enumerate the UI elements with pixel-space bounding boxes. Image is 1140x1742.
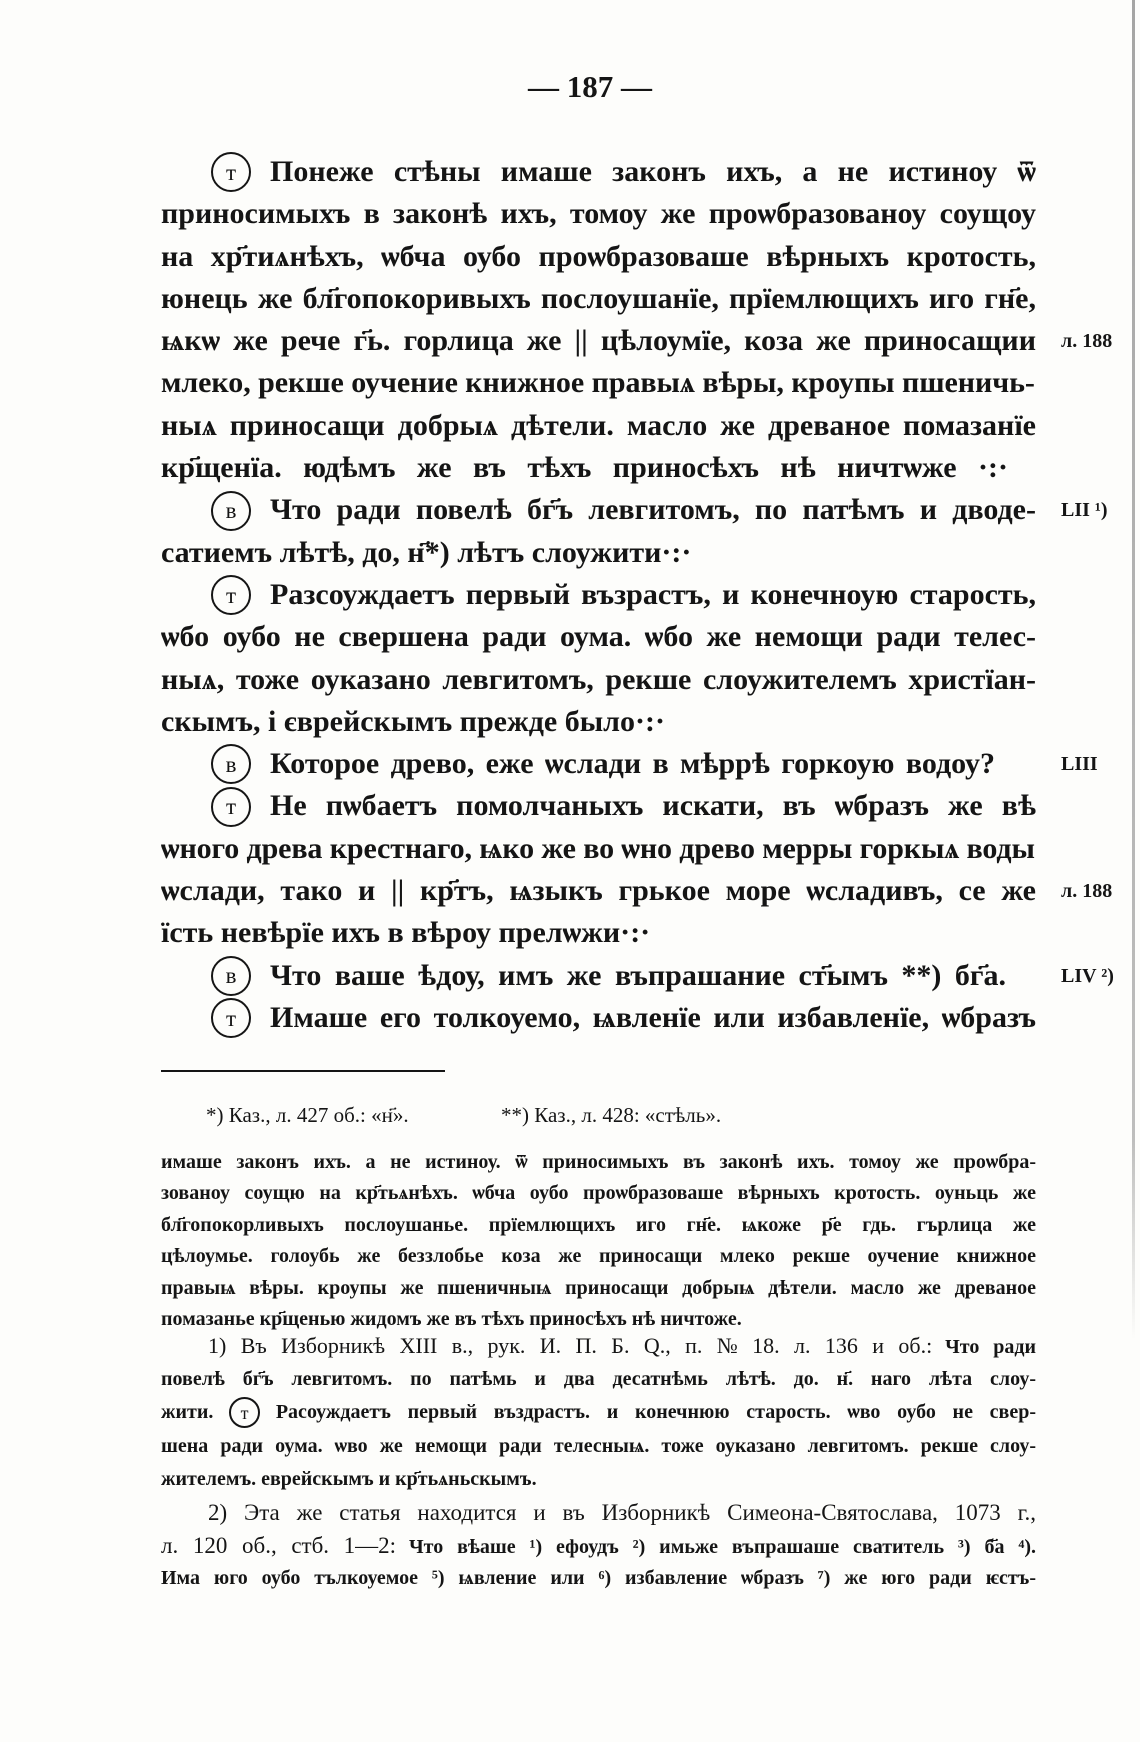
circled-marker-t: т: [229, 1397, 260, 1428]
margin-note: л. 188: [1061, 880, 1113, 903]
margin-note: LIV ²): [1061, 964, 1114, 987]
footnote-line: [161, 1463, 1037, 1497]
line-text: ѡслади, тако и || кр҃тъ, ѩзыкъ грькое море ѡсладивъ, се же: [161, 874, 1036, 908]
footnote-quote: шена ради оума. ѡво же немощи ради телесныѩ. тоже оуказано левгитомъ. рекше слоу-: [161, 1434, 1036, 1457]
margin-note: л. 188: [1061, 330, 1113, 353]
variant-line: зованоу соущю на кр҃тьѧнѣхъ. ѡбча оубо проѡбразоваше вѣрныхъ кротость. оуньць же: [161, 1182, 1036, 1205]
footnote-source: 2) Эта же статья находится и въ Изборникѣ Симеона-Святослава, 1073 г.,: [208, 1500, 1036, 1525]
text-line: [161, 447, 1037, 489]
text-line: [161, 870, 1113, 912]
line-text: на хр҃тиѧнѣхъ, ѡбча оубо проѡбразоваше вѣрныхъ кротость,: [161, 239, 1036, 273]
variant-line: цѣлоумье. голоубь же беззлобье коза же приносащи млеко рекше оучение книжное: [161, 1245, 1036, 1268]
line-text: Не пѡбаетъ помолчаныхъ искати, въ ѡбразъ же вѣ: [270, 789, 1036, 823]
text-line: [161, 532, 1037, 574]
line-text: Разсоуждаетъ первый възрастъ, и конечноую старость,: [270, 577, 1036, 611]
circled-marker-t: т: [211, 787, 251, 827]
main-text: [161, 151, 1114, 1039]
variant-line: правыѩ вѣры. кроупы же пшеничныѩ приносащи добрыѩ дѣтели. масло же древаное: [161, 1276, 1036, 1299]
text-line: [161, 701, 1037, 743]
footnote-line: [161, 1430, 1037, 1464]
circled-marker-t: т: [211, 998, 251, 1038]
page-number: — 187 —: [528, 69, 652, 104]
line-text: юнець же бл҃гопокоривыхъ послоушанїе, прїемлющихъ иго гн҃е,: [161, 281, 1036, 315]
circled-marker-t: т: [211, 575, 251, 615]
footnote-source: 1) Въ Изборникѣ XIII в., рук. И. П. Б. Q., п. № 18. л. 136 и об.:: [208, 1333, 933, 1358]
line-text: ѡбо оубо не свершена ради оума. ѡбо же немощи ради телес-: [161, 620, 1036, 654]
line-text: сатиемъ лѣтѣ, до, н҃*) лѣтъ слоужити·:·: [161, 535, 692, 569]
line-text: ѩкѡ же рече г҃ь. горлица же || цѣлоумїе, коза же приносащии: [161, 324, 1036, 358]
line-text: млеко, рекше оучение книжное правыѧ вѣры, кроупы пшеничь-: [161, 366, 1035, 400]
text-line: [161, 278, 1037, 320]
footnote-quote: Има юго оубо тълкоуемое ⁵) ѩвление или ⁶) избавление ѡбразъ ⁷) же юго ради ѥстъ-: [161, 1567, 1036, 1590]
line-text: приносимыхъ в законѣ ихъ, томоу же проѡбразованоу соущоу: [161, 197, 1036, 231]
text-line: [161, 405, 1037, 447]
footnote-1: [161, 1329, 1037, 1497]
margin-note: LII ¹): [1061, 499, 1108, 522]
text-line: [161, 785, 1037, 827]
footnote-star: *) Каз., л. 427 об.: «н҃».: [206, 1103, 409, 1127]
footnote-quote: Что ради: [945, 1336, 1036, 1358]
margin-note: LIII: [1061, 753, 1098, 776]
text-line: [161, 955, 1114, 997]
text-line: [161, 320, 1113, 362]
line-text: Что ваше ѣдоу, имъ же въпрашание ст҃ымъ **) бг҃а.: [270, 958, 1006, 992]
variant-line: имаше законъ ихъ. а не истиноу. ѿ приносимыхъ въ законѣ ихъ. томоу же проѡбра-: [161, 1151, 1036, 1173]
footnote-rule: [161, 1070, 445, 1072]
text-line: [161, 912, 1037, 954]
variant-line: бл҃гопокорливыхъ послоушанье. прїемлющихъ иго гн҃е. ѩкоже р҃е гдь. гърлица же: [161, 1213, 1036, 1236]
footnote-quote: Расоуждаетъ первый въздрастъ. и конечнюю старость. ѡво оубо не свер-: [275, 1401, 1037, 1424]
line-text: ныѧ приносащи добрыѧ дѣтели. масло же древаное помазанїе: [161, 408, 1036, 442]
footnote-quote: жити.: [161, 1401, 214, 1424]
footnote-quote: повелѣ бг҃ъ левгитомъ. по патѣмь и два десатнѣмь лѣтѣ. до. н҃. наго лѣта слоу-: [161, 1367, 1036, 1390]
line-text: скымъ, і єврейскымъ прежде было·:·: [161, 704, 665, 738]
circled-marker-v: в: [211, 956, 251, 996]
text-line: [161, 828, 1037, 870]
text-line: [161, 743, 1098, 785]
text-line: [161, 659, 1037, 701]
line-text: Что ради повелѣ бг҃ъ левгитомъ, по патѣмъ и дводе-: [270, 493, 1036, 527]
footnote-quote: жителемъ. еврейскымъ и кр҃тьѧньскымъ.: [161, 1468, 537, 1491]
text-line: [161, 362, 1037, 404]
footnote-line: [161, 1562, 1037, 1595]
footnote-line: [161, 1363, 1037, 1397]
footnote-line: [161, 1497, 1037, 1530]
line-text: ѡного древа крестнаго, ѩко же во ѡно древо мерры горкыѧ воды: [161, 831, 1035, 865]
footnote-double-star: **) Каз., л. 428: «стѣль».: [501, 1103, 722, 1127]
footnote-line: [161, 1329, 1037, 1363]
page-edge-shadow: [1132, 0, 1135, 1340]
variant-text: [161, 1147, 1037, 1335]
text-line: [161, 997, 1037, 1039]
text-line: [161, 616, 1037, 658]
footnote-line: [161, 1530, 1037, 1563]
line-text: Понеже стѣны имаше законъ ихъ, а не истиноу ѿ: [270, 155, 1036, 188]
text-line: [161, 574, 1037, 616]
footnote-line: [161, 1396, 1037, 1430]
footnote-2: [161, 1497, 1037, 1595]
text-line: [161, 151, 1037, 193]
footnote-quote: Что вѣаше ¹) ефоудъ ²) имьже въпрашаше сватитель ³) б҃а ⁴).: [408, 1535, 1036, 1558]
footnote-references: [206, 1101, 906, 1129]
text-line: [161, 489, 1108, 531]
footnote-source: л. 120 об., стб. 1—2:: [161, 1532, 397, 1558]
variant-line: помазанье кр҃щенью жидомъ же въ тѣхъ приносѣхъ нѣ ничтоже.: [161, 1307, 742, 1330]
circled-marker-v: в: [211, 744, 251, 784]
line-text: їсть невѣрїе ихъ в вѣроу прелѡжи·:·: [161, 916, 651, 950]
circled-marker-v: в: [211, 491, 251, 531]
line-text: ныѧ, тоже оуказано левгитомъ, рекше слоужителемъ христїан-: [161, 662, 1036, 696]
line-text: кр҃щенїа. юдѣмъ же въ тѣхъ приносѣхъ нѣ ничтѡже ·:·: [161, 451, 1008, 485]
circled-marker-t: т: [211, 152, 251, 192]
text-line: [161, 193, 1037, 235]
line-text: Которое древо, еже ѡслади в мѣррѣ горкоую водоу?: [270, 747, 995, 781]
text-line: [161, 236, 1037, 278]
line-text: Имаше его толкоуемо, ѩвленїе или избавленїе, ѡбразъ: [270, 1000, 1036, 1034]
